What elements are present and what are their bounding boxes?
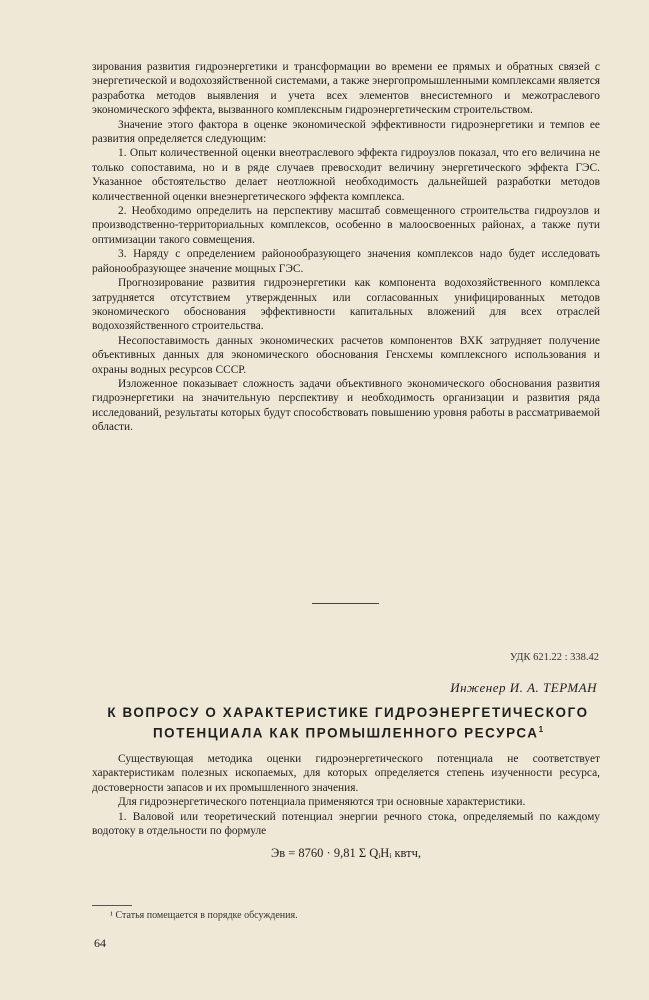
title-footnote-mark: 1 bbox=[538, 725, 544, 734]
article-title bbox=[94, 704, 602, 741]
paragraph-5: 3. Наряду с определением районообразующего значения комплексов надо будет исследовать районообразующее значение мощных ГЭС. bbox=[92, 248, 600, 275]
section-2 bbox=[92, 752, 600, 861]
paragraph-6: Прогнозирование развития гидроэнергетики как компонента водохозяйственного комплекса затрудняется отсутствием утвержденных или согласованных унифицированных методов экономического обоснования эффективности капитальных вложений для всех отраслей водохозяйственного строительства. bbox=[92, 277, 600, 333]
formula: Эв = 8760 · 9,81 Σ QᵢHᵢ квтч, bbox=[270, 846, 422, 861]
paragraph-8: Изложенное показывает сложность задачи объективного экономического обоснования развития гидроэнергетики на значительную перспективу и необходимость организации и развития ряда исследований, результаты которых будут способствовать повышению уровня работы в рассматриваемой области. bbox=[92, 377, 600, 434]
footnote: ¹ Статья помещается в порядке обсуждения. bbox=[110, 910, 298, 921]
paragraph-4: 2. Необходимо определить на перспективу масштаб совмещенного строительства гидроузлов и производственно-территориальных комплексов, особенно в малоосвоенных районах, а также пути оптимизации такого совмещения. bbox=[92, 205, 600, 246]
paragraph-3: 1. Опыт количественной оценки внеотраслевого эффекта гидроузлов показал, что его величина не только сопоставима, но и в ряде случаев превосходит величину энергетического эффекта ГЭС. Указанное обстоятельство делает неотложной необходимость дальнейшей разработки методов количественной оценки внеэнергетического эффекта комплекса. bbox=[92, 147, 600, 203]
article-title-text: К ВОПРОСУ О ХАРАКТЕРИСТИКЕ ГИДРОЭНЕРГЕТИЧЕСКОГО ПОТЕНЦИАЛА КАК ПРОМЫШЛЕННОГО РЕСУРСА bbox=[107, 705, 589, 741]
paragraph-7: Несопоставимость данных экономических расчетов компонентов ВХК затрудняет получение объективных данных для экономического обоснования Генсхемы комплексного использования и охраны водных ресурсов СССР. bbox=[92, 334, 600, 376]
section-1 bbox=[92, 60, 600, 435]
article-paragraph-3: 1. Валовой или теоретический потенциал энергии речного стока, определяемый по каждому водотоку в отдельности по формуле bbox=[92, 810, 600, 838]
footnote-divider bbox=[92, 905, 132, 906]
article-paragraph-1: Существующая методика оценки гидроэнергетического потенциала не соответствует характеристикам полезных ископаемых, для которых определяется степень изученности ресурса, достоверности запасов и их промышленного значения. bbox=[92, 753, 600, 794]
paragraph-1: зирования развития гидроэнергетики и трансформации во времени ее прямых и обратных связей с энергетической и водохозяйственной системами, а также энергопромышленными комплексами является разработка методов выявления и учета всех элементов внесистемного и межотраслевого экономического эффекта, вызванного комплексным гидроэнергетическим строительством. bbox=[92, 61, 600, 117]
udk-code: УДК 621.22 : 338.42 bbox=[509, 652, 599, 663]
author-line: Инженер И. А. ТЕРМАН bbox=[450, 680, 597, 695]
paragraph-2: Значение этого фактора в оценке экономической эффективности гидроэнергетики и темпов ее развития определяется следующим: bbox=[92, 118, 600, 146]
section-divider bbox=[312, 603, 379, 604]
page-number: 64 bbox=[94, 936, 106, 950]
article-paragraph-2: Для гидроэнергетического потенциала применяются три основные характеристики. bbox=[118, 796, 526, 809]
